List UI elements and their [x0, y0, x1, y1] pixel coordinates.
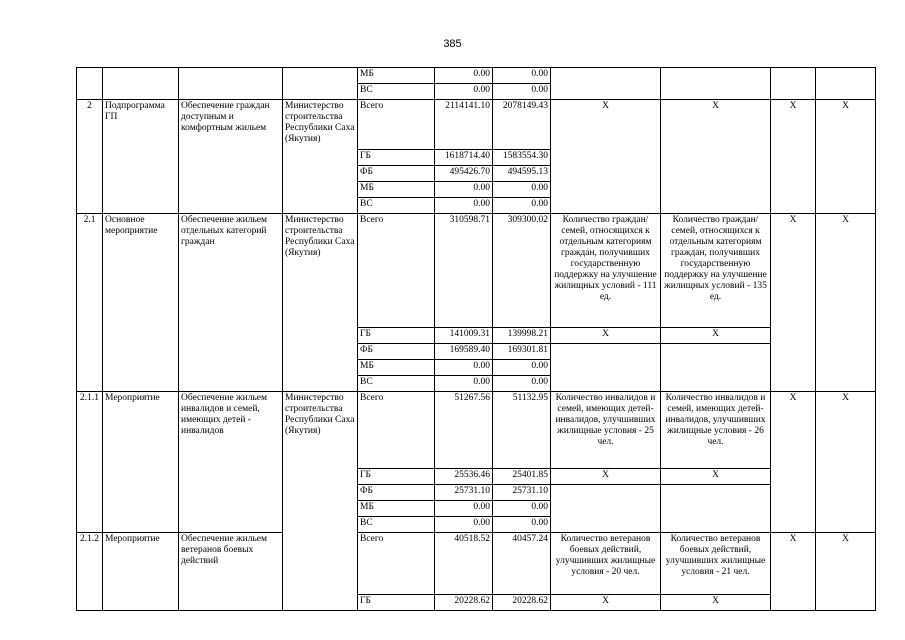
- amount-plan: 51267.56: [435, 392, 493, 469]
- amount-fact: 0.00: [493, 68, 551, 84]
- table-row: [77, 100, 876, 150]
- row-type: Подпрограмма ГП: [103, 100, 179, 214]
- amount-fact: 1583554.30: [493, 150, 551, 166]
- amount-plan: 2114141.10: [435, 100, 493, 150]
- mark-x: X: [816, 533, 876, 611]
- mark-x: X: [661, 100, 771, 214]
- source-label: Всего: [358, 533, 435, 595]
- indicator-fact: Количество инвалидов и семей, имеющих детей-инвалидов, улучшивших жилищные условия - 26 чел.: [661, 392, 771, 469]
- source-label: ГБ: [358, 469, 435, 485]
- table-row: [77, 214, 876, 328]
- page-number: 385: [443, 38, 462, 50]
- table-row: [77, 533, 876, 595]
- source-label: ВС: [358, 198, 435, 214]
- source-label: ВС: [358, 517, 435, 533]
- amount-plan: 0.00: [435, 198, 493, 214]
- amount-plan: 310598.71: [435, 214, 493, 328]
- source-label: МБ: [358, 360, 435, 376]
- amount-fact: 169301.81: [493, 344, 551, 360]
- amount-fact: 25731.10: [493, 485, 551, 501]
- amount-plan: 0.00: [435, 68, 493, 84]
- amount-fact: 0.00: [493, 84, 551, 100]
- row-number: 2.1.1: [77, 392, 103, 533]
- source-label: МБ: [358, 68, 435, 84]
- amount-plan: 25731.10: [435, 485, 493, 501]
- empty-cell: [551, 344, 661, 392]
- row-executor: Министерство строительства Республики Саха (Якутия): [283, 100, 358, 214]
- indicator-plan: Количество ветеранов боевых действий, улучшивших жилищные условия - 20 чел.: [551, 533, 661, 595]
- indicator-plan: Количество граждан/семей, относящихся к отдельным категориям граждан, получивших государственную поддержку на улучшение жилищных условий - 111 ед.: [551, 214, 661, 328]
- budget-table: [76, 67, 876, 611]
- amount-fact: 20228.62: [493, 595, 551, 611]
- source-label: Всего: [358, 100, 435, 150]
- executor-cell: [283, 68, 358, 100]
- amount-fact: 0.00: [493, 376, 551, 392]
- source-label: ФБ: [358, 344, 435, 360]
- amount-fact: 25401.85: [493, 469, 551, 485]
- mark-x: X: [661, 469, 771, 485]
- amount-plan: 0.00: [435, 84, 493, 100]
- mark-x: X: [661, 595, 771, 611]
- row-number: 2: [77, 100, 103, 214]
- amount-plan: 20228.62: [435, 595, 493, 611]
- amount-plan: 25536.46: [435, 469, 493, 485]
- row-number: 2.1.2: [77, 533, 103, 611]
- source-label: ВС: [358, 84, 435, 100]
- type-cell: [103, 68, 179, 100]
- row-name: Обеспечение жильем отдельных категорий граждан: [179, 214, 283, 392]
- source-label: ГБ: [358, 328, 435, 344]
- amount-fact: 51132.95: [493, 392, 551, 469]
- amount-fact: 309300.02: [493, 214, 551, 328]
- mark-x: X: [771, 214, 816, 392]
- source-label: ФБ: [358, 485, 435, 501]
- mark-x: X: [816, 214, 876, 392]
- amount-fact: 0.00: [493, 360, 551, 376]
- source-label: ФБ: [358, 166, 435, 182]
- source-label: Всего: [358, 392, 435, 469]
- mark-x: X: [771, 100, 816, 214]
- source-label: ГБ: [358, 150, 435, 166]
- mark-x: X: [816, 392, 876, 533]
- mark-cell: [771, 68, 816, 100]
- name-cell: [179, 68, 283, 100]
- amount-plan: 495426.70: [435, 166, 493, 182]
- source-label: МБ: [358, 182, 435, 198]
- empty-cell: [661, 485, 771, 533]
- mark-cell: [816, 68, 876, 100]
- row-executor: Министерство строительства Республики Саха (Якутия): [283, 214, 358, 392]
- amount-plan: 0.00: [435, 501, 493, 517]
- amount-fact: 139998.21: [493, 328, 551, 344]
- mark-x: X: [551, 595, 661, 611]
- mark-x: X: [551, 100, 661, 214]
- amount-fact: 0.00: [493, 501, 551, 517]
- amount-fact: 494595.13: [493, 166, 551, 182]
- indicator-fact-cell: [661, 68, 771, 100]
- row-name: Обеспечение жильем инвалидов и семей, имеющих детей - инвалидов: [179, 392, 283, 533]
- mark-x: X: [771, 533, 816, 611]
- row-name: Обеспечение жильем ветеранов боевых действий: [179, 533, 283, 611]
- empty-cell: [661, 344, 771, 392]
- row-name: Обеспечение граждан доступным и комфортным жильем: [179, 100, 283, 214]
- indicator-plan-cell: [551, 68, 661, 100]
- table-row: [77, 68, 876, 84]
- amount-plan: 0.00: [435, 376, 493, 392]
- amount-plan: 0.00: [435, 360, 493, 376]
- source-label: ВС: [358, 376, 435, 392]
- indicator-fact: Количество граждан/семей, относящихся к отдельным категориям граждан, получивших государственную поддержку на улучшение жилищных условий - 135 ед.: [661, 214, 771, 328]
- source-label: ГБ: [358, 595, 435, 611]
- source-label: МБ: [358, 501, 435, 517]
- table-row: [77, 392, 876, 469]
- amount-fact: 0.00: [493, 198, 551, 214]
- amount-plan: 1618714.40: [435, 150, 493, 166]
- amount-plan: 0.00: [435, 182, 493, 198]
- mark-x: X: [661, 328, 771, 344]
- amount-plan: 141009.31: [435, 328, 493, 344]
- num-cell: [77, 68, 103, 100]
- amount-plan: 169589.40: [435, 344, 493, 360]
- amount-fact: 2078149.43: [493, 100, 551, 150]
- indicator-plan: Количество инвалидов и семей, имеющих детей-инвалидов, улучшивших жилищные условия - 25 чел.: [551, 392, 661, 469]
- row-executor: Министерство строительства Республики Саха (Якутия): [283, 392, 358, 611]
- row-type: Мероприятие: [103, 533, 179, 611]
- amount-plan: 40518.52: [435, 533, 493, 595]
- row-type: Основное мероприятие: [103, 214, 179, 392]
- amount-fact: 40457.24: [493, 533, 551, 595]
- source-label: Всего: [358, 214, 435, 328]
- amount-plan: 0.00: [435, 517, 493, 533]
- amount-fact: 0.00: [493, 182, 551, 198]
- mark-x: X: [816, 100, 876, 214]
- empty-cell: [551, 485, 661, 533]
- mark-x: X: [771, 392, 816, 533]
- indicator-fact: Количество ветеранов боевых действий, улучшивших жилищные условия - 21 чел.: [661, 533, 771, 595]
- amount-fact: 0.00: [493, 517, 551, 533]
- row-number: 2.1: [77, 214, 103, 392]
- mark-x: X: [551, 328, 661, 344]
- row-type: Мероприятие: [103, 392, 179, 533]
- mark-x: X: [551, 469, 661, 485]
